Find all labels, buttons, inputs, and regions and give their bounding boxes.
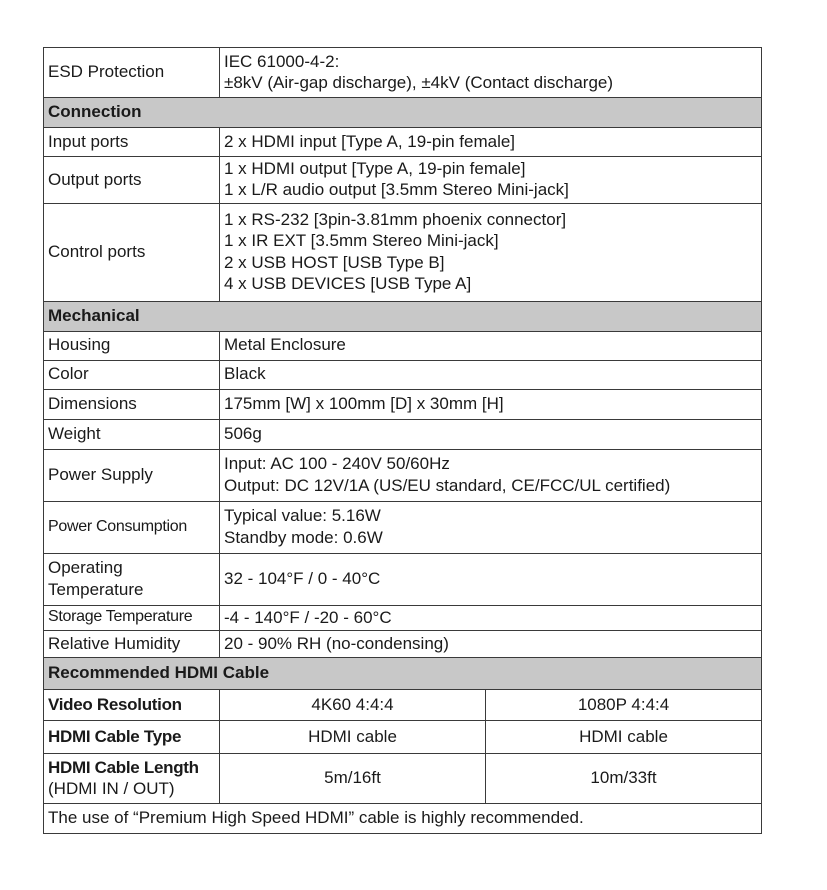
spec-value-line: ±8kV (Air-gap discharge), ±4kV (Contact discharge) xyxy=(224,73,614,92)
footer-note: The use of “Premium High Speed HDMI” cable is highly recommended. xyxy=(44,803,762,833)
spec-value xyxy=(220,203,762,301)
spec-value-line: IEC 61000-4-2: xyxy=(224,51,340,71)
table-row xyxy=(44,389,762,419)
spec-value-line: 175mm [W] x 100mm [D] x 30mm [H] xyxy=(224,393,504,413)
cable-label-line: (HDMI IN / OUT) xyxy=(48,778,175,798)
spec-value-line: 1 x IR EXT [3.5mm Stereo Mini-jack] xyxy=(224,231,499,251)
cable-value: HDMI cable xyxy=(486,720,762,753)
cable-label: HDMI Cable Type xyxy=(44,720,220,753)
spec-label: Storage Temperature xyxy=(44,605,220,630)
spec-value xyxy=(220,157,762,204)
spec-value xyxy=(220,331,762,360)
spec-value-line: Metal Enclosure xyxy=(224,335,346,355)
spec-value-line: 4 x USB DEVICES [USB Type A] xyxy=(224,273,472,293)
table-row xyxy=(44,605,762,630)
spec-value-line: 506g xyxy=(224,423,262,443)
spec-label xyxy=(44,553,220,605)
spec-value xyxy=(220,389,762,419)
spec-value-line: 32 - 104°F / 0 - 40°C xyxy=(224,568,381,588)
section-header-connection xyxy=(44,98,762,128)
table-row xyxy=(44,630,762,657)
spec-label: Dimensions xyxy=(44,389,220,419)
spec-value-line: Black xyxy=(224,364,266,384)
table-row xyxy=(44,803,762,833)
table-row xyxy=(44,419,762,449)
spec-label: Power Consumption xyxy=(44,501,220,553)
spec-label: Relative Humidity xyxy=(44,630,220,657)
section-title: Mechanical xyxy=(44,301,762,331)
spec-label-line: Temperature xyxy=(48,579,144,599)
table-row xyxy=(44,689,762,720)
table-row xyxy=(44,553,762,605)
spec-label: Housing xyxy=(44,331,220,360)
spec-value xyxy=(220,419,762,449)
spec-value-line: 1 x HDMI output [Type A, 19-pin female] xyxy=(224,159,526,178)
section-title: Recommended HDMI Cable xyxy=(44,657,762,689)
spec-value xyxy=(220,501,762,553)
table-row xyxy=(44,360,762,389)
spec-value-line: Input: AC 100 - 240V 50/60Hz xyxy=(224,454,450,474)
spec-value-line: 2 x HDMI input [Type A, 19-pin female] xyxy=(224,131,516,151)
table-row xyxy=(44,753,762,803)
spec-label: Control ports xyxy=(44,203,220,301)
table-row xyxy=(44,48,762,98)
cable-value: 10m/33ft xyxy=(486,753,762,803)
cable-label xyxy=(44,753,220,803)
cable-value: 5m/16ft xyxy=(220,753,486,803)
spec-value xyxy=(220,630,762,657)
section-header-cable xyxy=(44,657,762,689)
spec-value-line: Typical value: 5.16W xyxy=(224,506,381,526)
cable-value: 4K60 4:4:4 xyxy=(220,689,486,720)
table-row xyxy=(44,157,762,204)
cable-label: Video Resolution xyxy=(44,689,220,720)
spec-value xyxy=(220,449,762,501)
spec-label-line: Operating xyxy=(48,558,123,578)
spec-value xyxy=(220,128,762,157)
spec-value-line: 1 x L/R audio output [3.5mm Stereo Mini-jack] xyxy=(224,180,569,200)
spec-value-line: 1 x RS-232 [3pin-3.81mm phoenix connector] xyxy=(224,210,567,229)
table-row xyxy=(44,720,762,753)
spec-label: Output ports xyxy=(44,157,220,204)
spec-value xyxy=(220,553,762,605)
spec-value xyxy=(220,605,762,630)
table-row xyxy=(44,128,762,157)
spec-label: Power Supply xyxy=(44,449,220,501)
section-title: Connection xyxy=(44,98,762,128)
cable-value: HDMI cable xyxy=(220,720,486,753)
spec-label: Color xyxy=(44,360,220,389)
cable-value: 1080P 4:4:4 xyxy=(486,689,762,720)
spec-label: Input ports xyxy=(44,128,220,157)
spec-value-line: -4 - 140°F / -20 - 60°C xyxy=(224,607,392,627)
section-header-mechanical xyxy=(44,301,762,331)
table-row xyxy=(44,501,762,553)
table-row xyxy=(44,331,762,360)
table-row xyxy=(44,203,762,301)
spec-table xyxy=(43,47,762,834)
spec-label: Weight xyxy=(44,419,220,449)
cable-label-line: HDMI Cable Length xyxy=(48,757,199,777)
spec-value-line: 20 - 90% RH (no-condensing) xyxy=(224,633,449,653)
spec-value-line: Standby mode: 0.6W xyxy=(224,527,383,547)
spec-value xyxy=(220,48,762,98)
spec-value-line: 2 x USB HOST [USB Type B] xyxy=(224,252,445,272)
spec-label: ESD Protection xyxy=(44,48,220,98)
spec-value xyxy=(220,360,762,389)
table-row xyxy=(44,449,762,501)
spec-value-line: Output: DC 12V/1A (US/EU standard, CE/FCC/UL certified) xyxy=(224,475,671,495)
